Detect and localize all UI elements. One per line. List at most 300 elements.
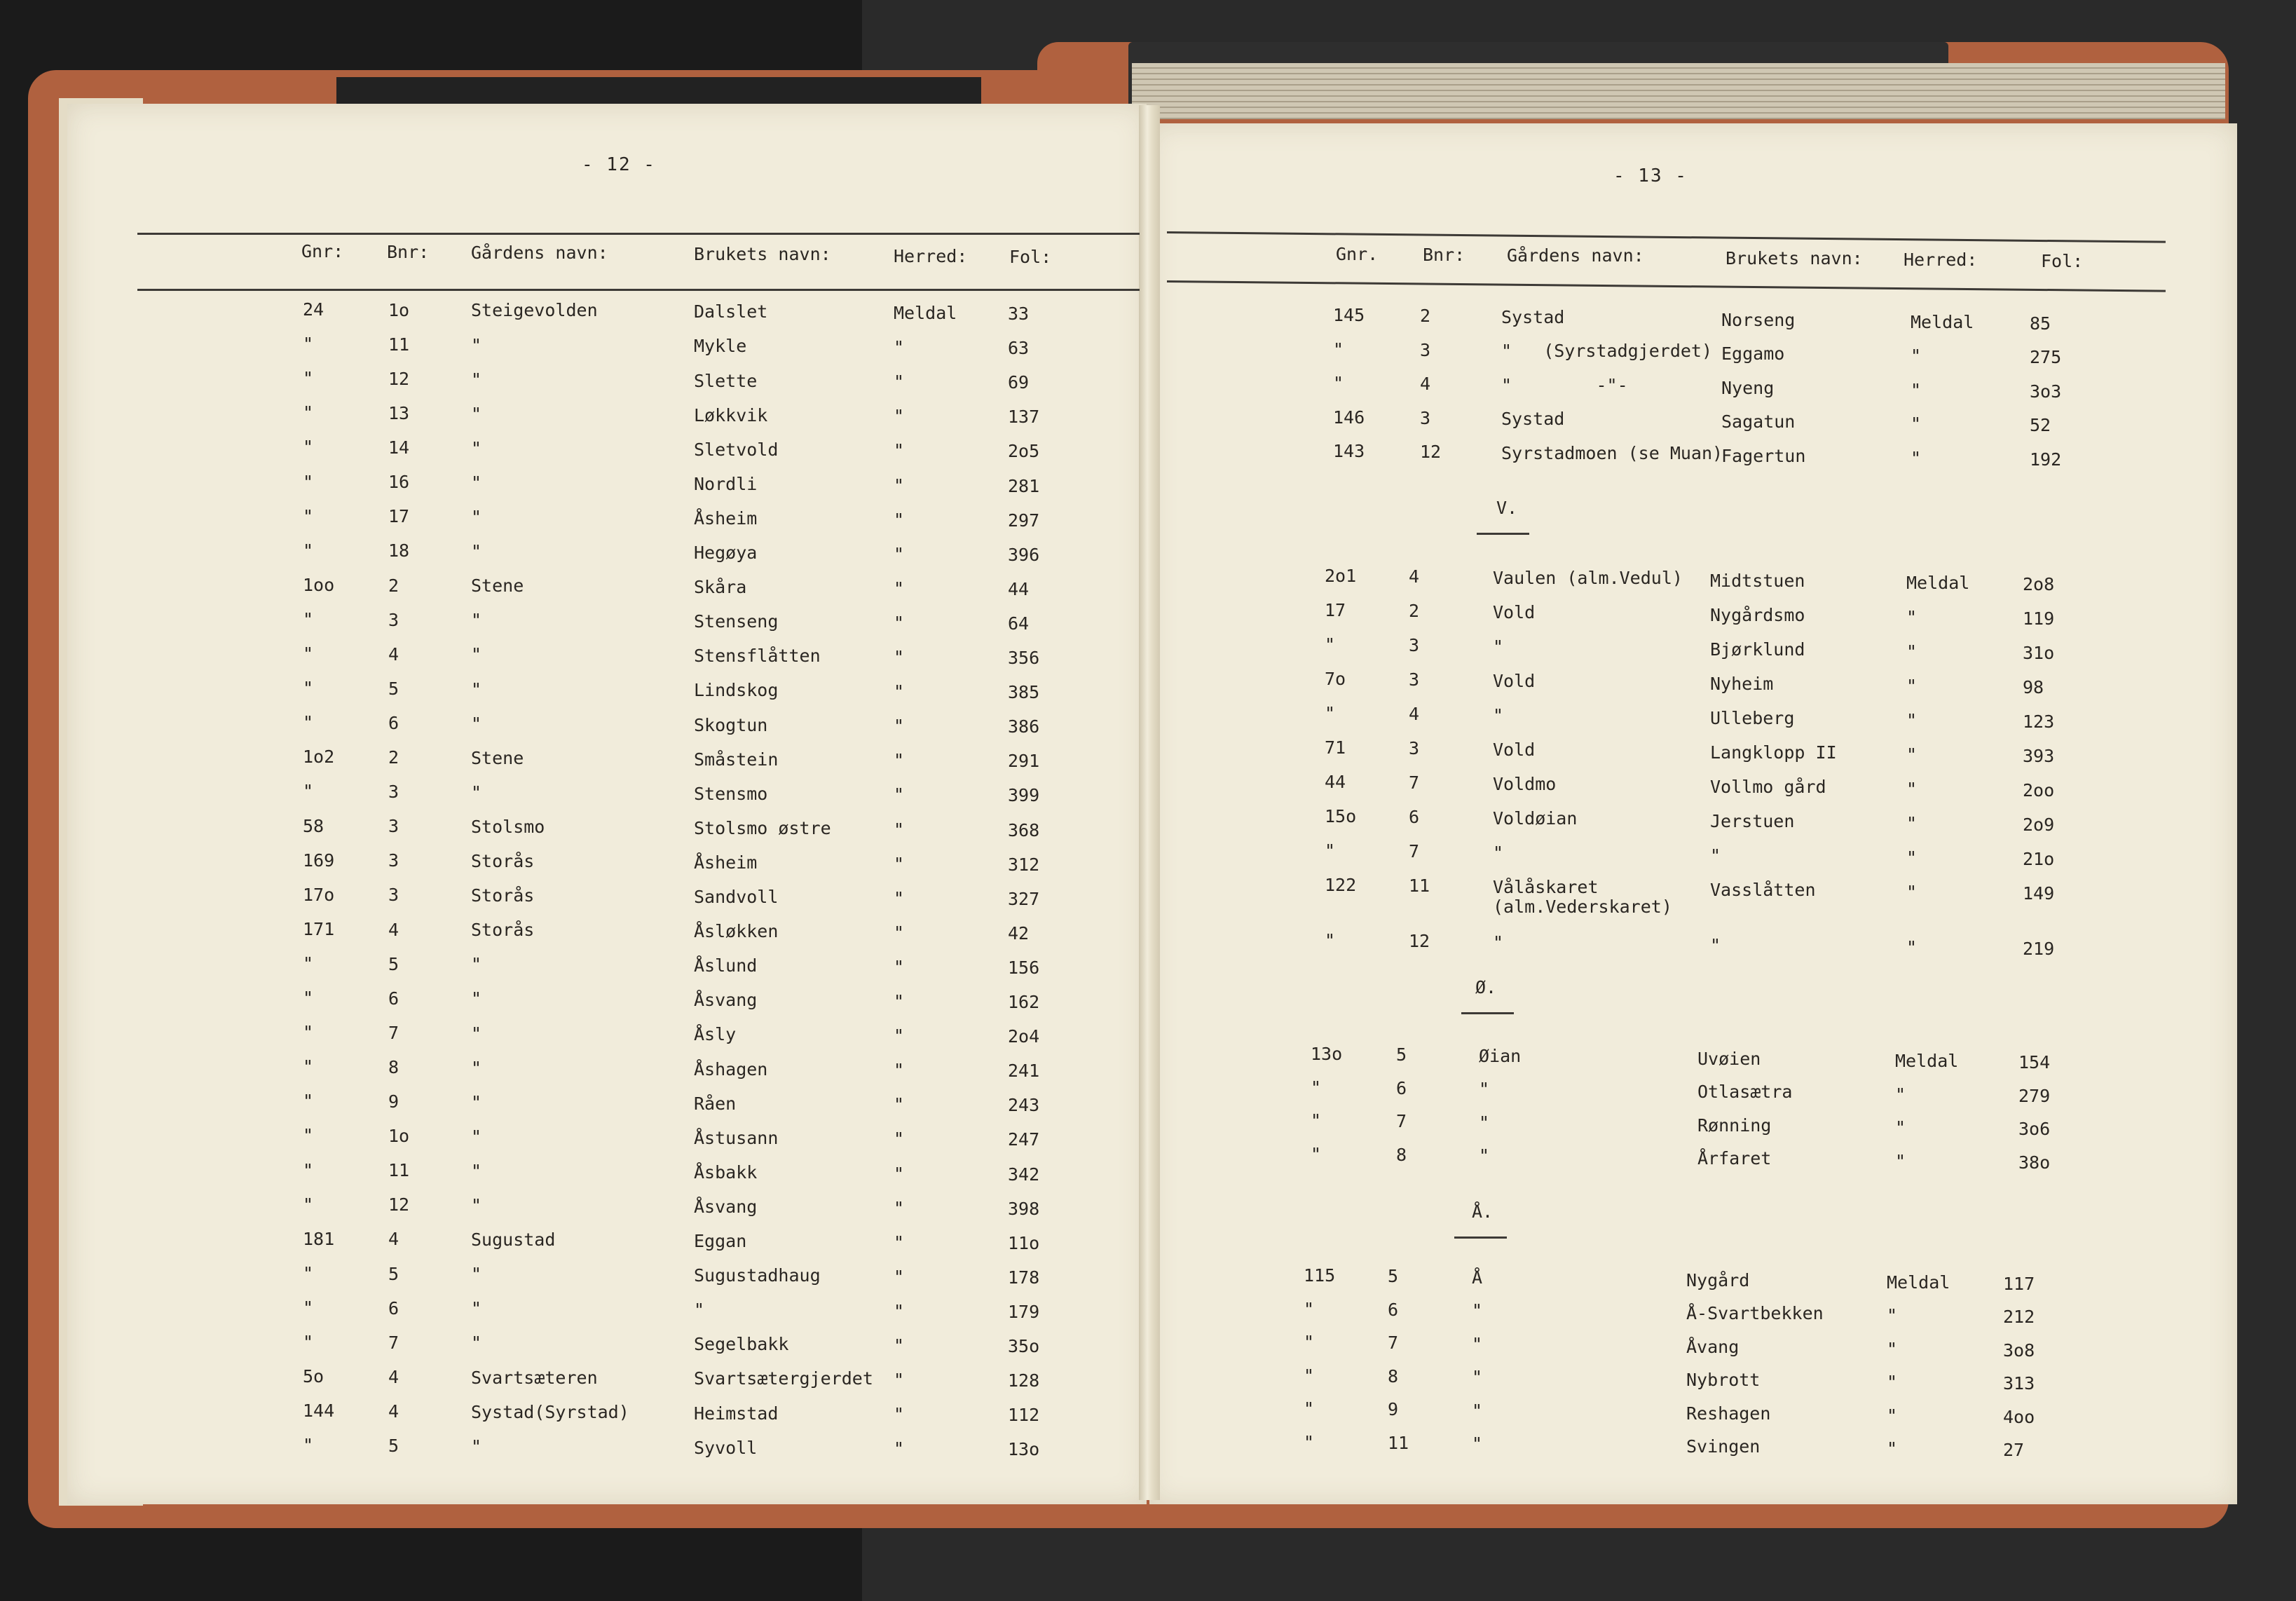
cell-bruk: Åshagen — [694, 1058, 768, 1079]
cell-bnr: 5 — [388, 1436, 399, 1457]
cell-herred: " — [894, 543, 905, 564]
cell-gard: Vold — [1493, 739, 1536, 760]
cell-bruk: Å-Svartbekken — [1686, 1303, 1824, 1324]
cell-bnr: 11 — [388, 334, 410, 355]
cell-fol: 312 — [1008, 854, 1040, 875]
cell-gnr: " — [1304, 1398, 1315, 1419]
cell-herred: " — [894, 372, 905, 393]
cell-fol: 42 — [1008, 922, 1030, 943]
cell-bnr: 7 — [1409, 772, 1420, 793]
cell-fol: 123 — [2023, 711, 2055, 732]
cell-gnr: " — [303, 988, 314, 1008]
cell-fol: 368 — [1008, 819, 1040, 840]
cell-gnr: " — [303, 1091, 314, 1112]
cell-herred: " — [894, 578, 905, 599]
cell-bruk: Bjørklund — [1710, 639, 1805, 660]
cell-bruk: Vasslåtten — [1710, 879, 1816, 900]
cell-gnr: 13o — [1311, 1044, 1343, 1064]
cell-bnr: 12 — [388, 368, 410, 389]
page-stack-edge — [1132, 63, 2225, 119]
cell-bnr: 7 — [388, 1022, 399, 1043]
column-header-bnr: Bnr: — [1423, 245, 1465, 266]
column-header-herred: Herred: — [1904, 250, 1978, 271]
cell-herred: " — [894, 716, 905, 737]
cell-bnr: 3 — [388, 850, 399, 871]
cell-gard: Vålåskaret (alm.Vederskaret) — [1493, 876, 1672, 917]
cell-bnr: 9 — [1388, 1399, 1399, 1420]
cell-bruk: Åsvang — [694, 1196, 758, 1217]
cell-fol: 13o — [1008, 1439, 1040, 1460]
cell-fol: 38o — [2018, 1152, 2051, 1173]
cell-fol: 342 — [1008, 1164, 1040, 1185]
cell-gnr: " — [303, 1056, 314, 1077]
cell-bnr: 6 — [1388, 1299, 1399, 1320]
cell-fol: 2o9 — [2023, 814, 2055, 835]
section-heading-v: V. — [1496, 498, 1518, 518]
cell-fol: 279 — [2018, 1085, 2051, 1106]
cell-herred: " — [894, 956, 905, 977]
cell-bnr: 4 — [1420, 374, 1431, 395]
cell-gard: " — [471, 713, 482, 734]
cell-fol: 2o8 — [2023, 573, 2055, 594]
cell-gnr: 145 — [1333, 305, 1365, 325]
cell-bruk: Vollmo gård — [1710, 776, 1826, 797]
cell-gard: Stene — [471, 575, 524, 597]
cell-herred: " — [894, 1026, 905, 1047]
cell-bnr: 6 — [1396, 1077, 1407, 1098]
cell-gnr: " — [303, 712, 314, 733]
cell-fol: 154 — [2018, 1052, 2051, 1073]
cell-gard: Steigevolden — [471, 300, 598, 321]
cell-gard: " — [471, 988, 482, 1009]
cell-bruk: Stensflåtten — [694, 646, 821, 667]
cell-bruk: Åsvang — [694, 990, 758, 1011]
cell-gnr: 5o — [303, 1366, 324, 1387]
cell-gnr: 146 — [1333, 407, 1365, 428]
cell-gard: Storås — [471, 885, 535, 906]
cell-gard: Syrstadmoen (se Muan) — [1501, 442, 1723, 463]
cell-fol: 137 — [1008, 407, 1040, 428]
cell-fol: 156 — [1008, 957, 1040, 978]
cell-gnr: 2o1 — [1325, 566, 1357, 586]
cell-bruk: Ulleberg — [1710, 707, 1795, 728]
cell-fol: 192 — [2030, 449, 2062, 470]
cell-bruk: Åsheim — [694, 852, 758, 873]
cell-bruk: Råen — [694, 1093, 737, 1114]
cell-bruk: " — [1710, 934, 1721, 955]
cell-herred: " — [894, 509, 905, 530]
cell-gard: " — [471, 1195, 482, 1216]
cell-bnr: 6 — [388, 1297, 399, 1319]
column-header-gnr: Gnr: — [301, 241, 344, 261]
cell-herred: " — [1906, 641, 1918, 662]
cell-bnr: 8 — [388, 1056, 399, 1077]
cell-gnr: 7o — [1325, 669, 1346, 689]
cell-herred: " — [894, 1163, 905, 1184]
cell-gnr: " — [303, 608, 314, 629]
cell-herred: " — [894, 406, 905, 427]
cell-bnr: 5 — [388, 678, 399, 699]
cell-bruk: Nybrott — [1686, 1370, 1761, 1391]
cell-bnr: 14 — [388, 437, 410, 458]
cell-bnr: 3 — [1409, 738, 1420, 759]
cell-gnr: " — [1325, 703, 1336, 723]
cell-fol: 2o4 — [1008, 1026, 1040, 1047]
cell-bruk: Åsbakk — [694, 1161, 758, 1183]
cell-bnr: 11 — [1388, 1432, 1409, 1453]
cell-herred: " — [894, 1094, 905, 1115]
cell-fol: 398 — [1008, 1198, 1040, 1219]
cell-bruk: Åsly — [694, 1024, 737, 1045]
cell-herred: " — [1895, 1084, 1906, 1105]
cell-bruk: Reshagen — [1686, 1403, 1771, 1424]
cell-bruk: Eggan — [694, 1231, 747, 1252]
cell-bruk: Svingen — [1686, 1436, 1761, 1457]
cell-herred: " — [894, 1300, 905, 1321]
cell-gard: " — [1493, 704, 1504, 725]
cell-fol: 313 — [2003, 1373, 2035, 1394]
cell-herred: " — [1906, 881, 1918, 902]
cell-bruk: Hegøya — [694, 543, 758, 564]
cell-gnr: 44 — [1325, 772, 1346, 792]
cell-gard: Vold — [1493, 601, 1536, 622]
cell-herred: " — [1911, 379, 1922, 400]
cell-bnr: 17 — [388, 506, 410, 527]
cell-fol: 69 — [1008, 372, 1030, 393]
column-header-bruk: Brukets navn: — [1726, 247, 1863, 268]
cell-fol: 33 — [1008, 304, 1030, 325]
cell-gard: " — [1479, 1112, 1490, 1133]
cell-bnr: 8 — [1396, 1144, 1407, 1165]
cell-bruk: Nordli — [694, 473, 758, 494]
cell-fol: 399 — [1008, 785, 1040, 806]
cell-fol: 52 — [2030, 415, 2051, 436]
cell-bnr: 4 — [388, 643, 399, 665]
cell-gnr: 171 — [303, 918, 335, 939]
cell-bnr: 5 — [388, 1263, 399, 1284]
cell-bnr: 4 — [388, 1366, 399, 1387]
cell-fol: 162 — [1008, 992, 1040, 1013]
cell-bruk: Åvang — [1686, 1336, 1740, 1357]
cell-herred: " — [894, 647, 905, 668]
cell-gnr: " — [303, 781, 314, 802]
cell-bruk: Dalslet — [694, 301, 768, 322]
cell-herred: " — [1906, 606, 1918, 627]
cell-herred: " — [894, 475, 905, 496]
cell-gard: " — [471, 541, 482, 562]
cell-gnr: " — [303, 505, 314, 526]
cell-gard: " — [471, 1091, 482, 1112]
cell-bruk: Uvøien — [1697, 1048, 1761, 1069]
cell-gard: " — [471, 369, 482, 390]
cell-bnr: 3 — [1409, 635, 1420, 656]
cell-gard: " — [1493, 932, 1504, 953]
cell-bnr: 2 — [388, 575, 399, 596]
cell-herred: " — [894, 1266, 905, 1287]
cell-bnr: 7 — [1396, 1111, 1407, 1132]
cell-herred: Meldal — [894, 303, 957, 324]
cell-gnr: " — [303, 678, 314, 699]
cell-bruk: Sandvoll — [694, 887, 779, 908]
cell-bruk: Syvoll — [694, 1437, 758, 1458]
cell-gard: " — [471, 1333, 482, 1354]
column-header-gard: Gårdens navn: — [1507, 245, 1644, 266]
cell-bnr: 4 — [388, 1401, 399, 1422]
cell-herred: Meldal — [1895, 1051, 1959, 1071]
cell-gnr: " — [1325, 840, 1336, 861]
cell-bnr: 6 — [388, 988, 399, 1009]
cell-herred: " — [1911, 346, 1922, 367]
cell-gnr: " — [1304, 1332, 1315, 1352]
cell-gnr: " — [1304, 1365, 1315, 1386]
cell-gnr: 17o — [303, 884, 335, 905]
cell-herred: " — [894, 853, 905, 874]
cell-fol: 112 — [1008, 1405, 1040, 1426]
cell-gard: " — [1472, 1400, 1483, 1421]
cell-fol: 291 — [1008, 751, 1040, 772]
cell-fol: 243 — [1008, 1095, 1040, 1116]
cell-bruk: Langklopp II — [1710, 742, 1837, 763]
cell-fol: 98 — [2023, 676, 2044, 697]
cell-gnr: 143 — [1333, 441, 1365, 461]
cell-bruk: Slette — [694, 370, 758, 391]
cell-bnr: 5 — [388, 953, 399, 974]
cell-gnr: 181 — [303, 1228, 335, 1249]
cell-herred: " — [894, 337, 905, 358]
cell-gnr: 1oo — [303, 574, 335, 595]
cell-bnr: 2 — [388, 747, 399, 768]
cell-bruk: Årfaret — [1697, 1148, 1772, 1169]
cell-gard: " — [471, 644, 482, 665]
cell-herred: " — [1887, 1372, 1898, 1393]
cell-gnr: " — [303, 1332, 314, 1352]
cell-bnr: 6 — [388, 712, 399, 733]
cell-bruk: Åsheim — [694, 507, 758, 529]
cell-bruk: Rønning — [1697, 1115, 1772, 1136]
cell-bnr: 3 — [1420, 407, 1431, 428]
cell-bruk: Mykle — [694, 336, 747, 357]
cell-gard: " — [471, 610, 482, 631]
cell-gnr: " — [303, 540, 314, 561]
cell-gard: " — [471, 334, 482, 355]
cell-bnr: 6 — [1409, 807, 1420, 828]
cell-fol: 179 — [1008, 1301, 1040, 1322]
cell-fol: 27 — [2003, 1440, 2025, 1461]
cell-herred: " — [1895, 1117, 1906, 1138]
cell-bnr: 3 — [388, 782, 399, 803]
section-heading-o: Ø. — [1475, 977, 1497, 997]
cell-gard: Systad — [1501, 409, 1565, 430]
cell-bruk: Lindskog — [694, 680, 779, 701]
header-rule-top-left — [137, 233, 1140, 235]
cell-bruk: Nyheim — [1710, 673, 1774, 694]
cell-gnr: " — [303, 471, 314, 492]
cell-bnr: 16 — [388, 472, 410, 493]
cell-gard: Vold — [1493, 670, 1536, 691]
cell-gnr: 71 — [1325, 737, 1346, 758]
cell-gard: Stene — [471, 747, 524, 768]
book-cover-band — [336, 77, 981, 105]
cell-gard: " — [1472, 1300, 1483, 1321]
cell-gnr: " — [1304, 1298, 1315, 1319]
cell-gnr: 169 — [303, 850, 335, 871]
cell-fol: 11o — [1008, 1232, 1040, 1253]
cell-gnr: " — [303, 1125, 314, 1146]
cell-herred: " — [894, 1197, 905, 1218]
cell-herred: " — [894, 922, 905, 943]
cell-gnr: " — [303, 1022, 314, 1043]
cell-fol: 393 — [2023, 745, 2055, 766]
cell-fol: 212 — [2003, 1307, 2035, 1328]
cell-fol: 35o — [1008, 1336, 1040, 1357]
cell-fol: 2oo — [2023, 779, 2055, 800]
cell-gnr: " — [303, 1194, 314, 1215]
cell-gnr: 1o2 — [303, 747, 335, 768]
cell-herred: " — [1887, 1405, 1898, 1426]
cell-herred: " — [894, 1129, 905, 1150]
cell-bnr: 3 — [1409, 669, 1420, 690]
cell-bnr: 12 — [1420, 442, 1442, 463]
cell-gard: " — [471, 403, 482, 424]
cell-herred: " — [1887, 1438, 1898, 1459]
cell-fol: 385 — [1008, 682, 1040, 703]
cell-gard: Vaulen (alm.Vedul) — [1493, 567, 1683, 588]
cell-herred: " — [894, 991, 905, 1012]
cell-herred: " — [894, 1370, 905, 1391]
cell-gnr: " — [1311, 1110, 1322, 1131]
cell-gard: " — [1479, 1079, 1490, 1100]
cell-bnr: 7 — [1409, 841, 1420, 862]
cell-bruk: Åstusann — [694, 1127, 779, 1148]
cell-fol: 247 — [1008, 1129, 1040, 1150]
cell-gard: Voldøian — [1493, 808, 1578, 829]
cell-gnr: " — [1311, 1077, 1322, 1098]
cell-bnr: 9 — [388, 1091, 399, 1112]
cell-herred: " — [894, 784, 905, 805]
cell-bruk: Segelbakk — [694, 1334, 789, 1355]
cell-gard: " — [471, 1436, 482, 1457]
header-rule-bottom-left — [137, 289, 1140, 291]
cell-herred: " — [1906, 778, 1918, 799]
cell-herred: " — [1906, 744, 1918, 765]
cell-fol: 241 — [1008, 1061, 1040, 1082]
cell-gard: " — [471, 679, 482, 700]
cell-bruk: Skåra — [694, 577, 747, 598]
cell-bruk: Åslund — [694, 955, 758, 976]
cell-fol: 178 — [1008, 1267, 1040, 1288]
cell-gard: " — [471, 472, 482, 493]
section-rule-a — [1454, 1236, 1507, 1239]
cell-bnr: 7 — [1388, 1333, 1399, 1354]
cell-gnr: " — [303, 368, 314, 389]
cell-bruk: Skogtun — [694, 714, 768, 735]
cell-gard: Sugustad — [471, 1229, 556, 1251]
cell-bnr: 2 — [1420, 306, 1431, 327]
cell-gard: " — [471, 1298, 482, 1319]
cell-bnr: 13 — [388, 403, 410, 424]
cell-gard: " — [1472, 1333, 1483, 1354]
cell-gnr: 115 — [1304, 1265, 1336, 1286]
cell-gard: Systad — [1501, 306, 1565, 327]
cell-herred: " — [1895, 1150, 1906, 1171]
left-page — [67, 104, 1147, 1504]
cell-bnr: 12 — [388, 1194, 410, 1215]
cell-bruk: Løkkvik — [694, 404, 768, 425]
cell-bruk: Stolsmo østre — [694, 817, 831, 838]
cell-fol: 4oo — [2003, 1406, 2035, 1427]
cell-bruk: Fagertun — [1721, 445, 1806, 466]
cell-gard: " — [471, 954, 482, 975]
cell-herred: " — [1906, 936, 1918, 958]
column-header-fol: Fol: — [2041, 251, 2084, 272]
cell-gard: " — [471, 1160, 482, 1181]
cell-bruk: Åsløkken — [694, 921, 779, 942]
book-gutter — [1139, 105, 1160, 1500]
right-page — [1149, 123, 2237, 1504]
cell-herred: " — [894, 750, 905, 771]
cell-herred: " — [1887, 1305, 1898, 1326]
cell-bruk: Sletvold — [694, 439, 779, 460]
cell-fol: 63 — [1008, 338, 1030, 359]
cell-gard: " — [1472, 1433, 1483, 1454]
cell-bnr: 1o — [388, 1126, 410, 1147]
cell-bnr: 4 — [388, 1229, 399, 1250]
cell-bnr: 11 — [1409, 876, 1430, 897]
cell-fol: 128 — [1008, 1370, 1040, 1391]
cell-bruk: Stensmo — [694, 783, 768, 804]
cell-gnr: 58 — [303, 815, 324, 836]
cell-bruk: Småstein — [694, 749, 779, 770]
cell-fol: 85 — [2030, 313, 2051, 334]
cell-bnr: 3 — [388, 609, 399, 630]
cell-bruk: Otlasætra — [1697, 1082, 1793, 1103]
cell-herred: Meldal — [1906, 572, 1970, 593]
cell-bnr: 4 — [1409, 704, 1420, 725]
cell-fol: 119 — [2023, 608, 2055, 629]
column-header-bruk: Brukets navn: — [694, 244, 831, 265]
cell-fol: 64 — [1008, 613, 1030, 634]
cell-gard: " — [471, 1023, 482, 1044]
section-rule-o — [1461, 1012, 1514, 1014]
cell-herred: " — [1906, 675, 1918, 696]
cell-gard: Storås — [471, 920, 535, 941]
cell-bruk: Sugustadhaug — [694, 1265, 821, 1286]
cell-bnr: 3 — [388, 885, 399, 906]
cell-gnr: " — [1333, 373, 1344, 393]
cell-gard: " (Syrstadgjerdet) — [1501, 341, 1713, 362]
cell-bnr: 7 — [388, 1332, 399, 1353]
cell-gnr: 24 — [303, 299, 324, 320]
cell-bruk: Midtstuen — [1710, 570, 1805, 591]
cell-gnr: " — [303, 953, 314, 974]
cell-bnr: 8 — [1388, 1365, 1399, 1387]
cell-fol: 356 — [1008, 648, 1040, 669]
cell-herred: Meldal — [1911, 311, 1974, 332]
cell-gnr: " — [1304, 1431, 1315, 1452]
cell-herred: " — [1887, 1338, 1898, 1359]
cell-gard: " — [471, 782, 482, 803]
cell-fol: 3o6 — [2018, 1119, 2051, 1140]
cell-bnr: 5 — [1388, 1266, 1399, 1287]
cell-bnr: 18 — [388, 540, 410, 561]
cell-gnr: 17 — [1325, 600, 1346, 620]
cell-herred: " — [894, 1335, 905, 1356]
cell-bruk: Nygård — [1686, 1269, 1750, 1290]
cell-bruk: Eggamo — [1721, 343, 1785, 365]
cell-gard: " — [1493, 636, 1504, 657]
column-header-fol: Fol: — [1009, 247, 1052, 268]
cell-gnr: " — [303, 1262, 314, 1283]
